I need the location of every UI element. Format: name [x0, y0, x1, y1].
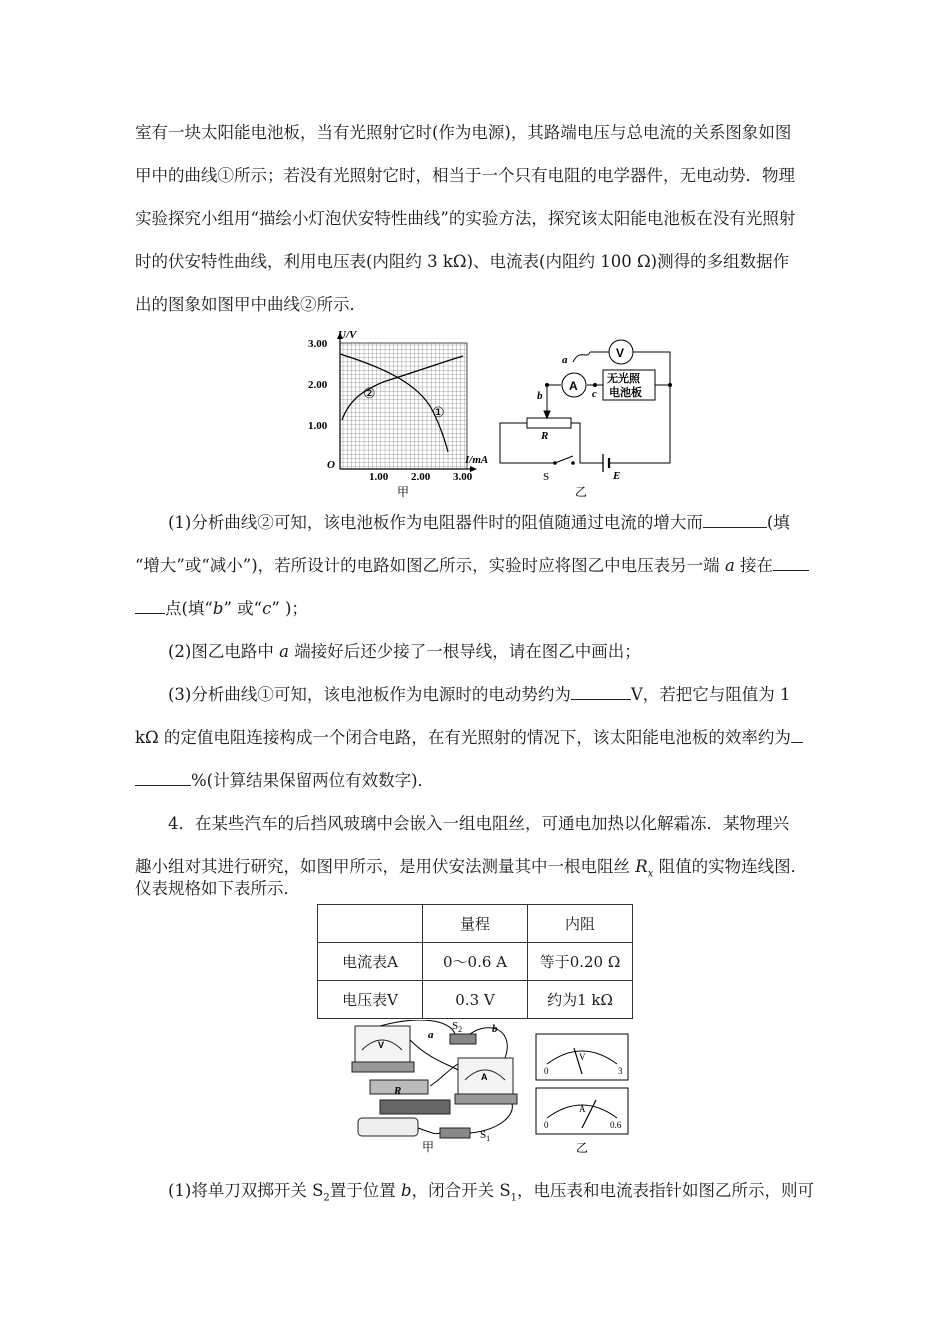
node-right	[668, 383, 672, 387]
photo-label-s2	[452, 1020, 462, 1034]
x-axis-label: I/mA	[465, 454, 489, 466]
q4-line1: 4．在某些汽车的后挡风玻璃中会嵌入一组电阻丝，可通电加热以化解霜冻．某物理兴	[168, 814, 789, 833]
photo-label-r: R	[394, 1085, 402, 1097]
subscript: x	[647, 868, 654, 880]
text: ，闭合开关 S	[411, 1181, 511, 1200]
q3-part2	[135, 631, 815, 672]
dials-caption: 乙	[576, 1141, 589, 1155]
text: 置于位置	[329, 1181, 402, 1200]
u-i-graph	[305, 328, 505, 500]
x-tick: 2.00	[411, 471, 431, 483]
switch-label: S	[543, 471, 550, 483]
circuit-diagram	[495, 330, 680, 500]
text: 端接好后还少接了一根导线，请在图乙中画出；	[288, 642, 641, 661]
photo-label-a: a	[428, 1029, 434, 1041]
text: S	[480, 1129, 487, 1141]
text: (2)图乙电路中	[168, 642, 280, 661]
intro-line: 甲中的曲线①所示；若没有光照射它时，相当于一个只有电阻的电学器件，无电动势．物理	[135, 166, 795, 185]
text: ” 或“	[223, 599, 263, 618]
circuit-caption: 乙	[575, 485, 588, 499]
table-header-row	[318, 905, 633, 943]
text: %(计算结果保留两位有效数字)．	[191, 771, 435, 790]
subscript: 2	[458, 1025, 463, 1034]
y-tick: 3.00	[308, 338, 328, 350]
text: (1)将单刀双掷开关 S	[168, 1181, 324, 1200]
meter-dials	[532, 1030, 632, 1158]
ammeter-label: A	[569, 379, 578, 393]
text: 接在	[734, 556, 774, 575]
variable-r: R	[635, 857, 648, 876]
point-c-label: c	[592, 388, 597, 400]
voltmeter-max: 3	[618, 1066, 623, 1076]
table-row	[318, 981, 633, 1019]
variable-b: b	[212, 599, 224, 618]
text: “增大”或“减小”)，若所设计的电路如图乙所示，实验时应将图乙中电压表另一端	[135, 556, 725, 575]
graph-caption: 甲	[397, 485, 410, 499]
answer-blank[interactable]	[135, 771, 191, 786]
table-cell: 约为1 kΩ	[528, 981, 633, 1019]
variable-b: b	[401, 1181, 412, 1200]
answer-blank[interactable]	[791, 728, 803, 743]
text: S	[452, 1020, 459, 1032]
answer-blank[interactable]	[773, 556, 809, 571]
resistor-label: R	[541, 430, 549, 442]
switch-node	[571, 461, 575, 465]
photo-label-s1	[480, 1129, 490, 1143]
voltmeter-dial-label: V	[579, 1052, 586, 1062]
q3-part1-line3	[135, 588, 815, 629]
origin-label: O	[327, 459, 335, 471]
text: kΩ 的定值电阻连接构成一个闭合电路，在有光照射的情况下，该太阳能电池板的效率约为	[135, 728, 791, 747]
photo-amp-label: A	[481, 1072, 488, 1082]
answer-blank[interactable]	[703, 513, 767, 528]
variable-a: a	[279, 642, 289, 661]
q3-part3-line3	[135, 760, 815, 801]
table-cell: 电压表V	[318, 981, 423, 1019]
voltmeter-label: V	[616, 346, 625, 360]
voltmeter-zero: 0	[544, 1066, 549, 1076]
panel-label-2: 电池板	[609, 386, 642, 399]
text: (1)分析曲线②可知，该电池板作为电阻器件时的阻值随通过电流的增大而	[168, 513, 703, 532]
instrument-spec-table	[317, 904, 633, 1019]
curve-1-label: ①	[432, 405, 445, 421]
text: ” )；	[271, 599, 308, 618]
table-row	[318, 943, 633, 981]
q3-part1-line1	[135, 502, 815, 543]
text: V，若把它与阻值为 1	[630, 685, 791, 704]
q4-part1	[135, 1170, 815, 1218]
subscript: 1	[486, 1134, 491, 1143]
battery-label: E	[613, 470, 621, 482]
q3-part3-line1	[135, 674, 815, 715]
switch-s1	[440, 1128, 470, 1138]
text: 点(填“	[165, 599, 213, 618]
table-cell: 0.3 V	[423, 981, 528, 1019]
table-header-cell	[318, 905, 423, 943]
rheostat	[527, 418, 571, 428]
q3-part3-line2	[135, 717, 815, 758]
variable-a: a	[724, 556, 735, 575]
switch-node	[553, 461, 557, 465]
intro-line: 实验探究小组用“描绘小灯泡伏安特性曲线”的实验方法，探究该太阳能电池板在没有光照射	[135, 209, 796, 228]
table-header-cell: 量程	[423, 905, 528, 943]
switch-s2	[450, 1034, 476, 1044]
answer-blank[interactable]	[135, 599, 165, 614]
battery-device	[358, 1118, 418, 1136]
ammeter-dial-label: A	[579, 1104, 586, 1114]
curve-2-label: ②	[363, 386, 376, 402]
photo-label-b: b	[492, 1023, 498, 1035]
table-header-cell: 内阻	[528, 905, 633, 943]
x-tick: 3.00	[453, 471, 473, 483]
text: (填	[766, 513, 790, 532]
intro-line: 出的图象如图甲中曲线②所示．	[135, 295, 366, 314]
photo-caption: 甲	[422, 1140, 435, 1154]
intro-line: 时的伏安特性曲线，利用电压表(内阻约 3 kΩ)、电流表(内阻约 100 Ω)测得的多组数据作	[135, 252, 790, 271]
photo-volt-label: V	[378, 1040, 385, 1050]
y-tick: 2.00	[308, 379, 328, 391]
table-cell: 等于0.20 Ω	[528, 943, 633, 981]
apparatus-photo	[340, 1020, 525, 1155]
table-cell: 电流表A	[318, 943, 423, 981]
y-tick: 1.00	[308, 420, 328, 432]
y-axis-label: U/V	[338, 329, 357, 341]
text: 趣小组对其进行研究，如图甲所示，是用伏安法测量其中一根电阻丝	[135, 857, 636, 876]
variable-c: c	[262, 599, 272, 618]
point-b-label: b	[537, 390, 543, 402]
text: 阻值的实物连线图．	[653, 857, 808, 876]
q3-part1-line2	[135, 545, 815, 586]
node-c	[593, 383, 597, 387]
ammeter-max: 0.6	[610, 1120, 622, 1130]
table-cell: 0～0.6 A	[423, 943, 528, 981]
text: (3)分析曲线①可知，该电池板作为电源时的电动势约为	[168, 685, 571, 704]
panel-label-1: 无光照	[607, 372, 640, 385]
ammeter-zero: 0	[544, 1120, 549, 1130]
text: ，电压表和电流表指针如图乙所示，则可	[517, 1181, 815, 1200]
point-a-label: a	[562, 354, 568, 366]
x-tick: 1.00	[369, 471, 389, 483]
q4-line3: 仪表规格如下表所示．	[135, 879, 300, 898]
answer-blank[interactable]	[571, 685, 631, 700]
intro-line: 室有一块太阳能电池板，当有光照射它时(作为电源)，其路端电压与总电流的关系图象如图	[135, 123, 792, 142]
subscript: 2	[323, 1192, 330, 1204]
node-b	[545, 383, 549, 387]
subscript: 1	[510, 1192, 518, 1204]
